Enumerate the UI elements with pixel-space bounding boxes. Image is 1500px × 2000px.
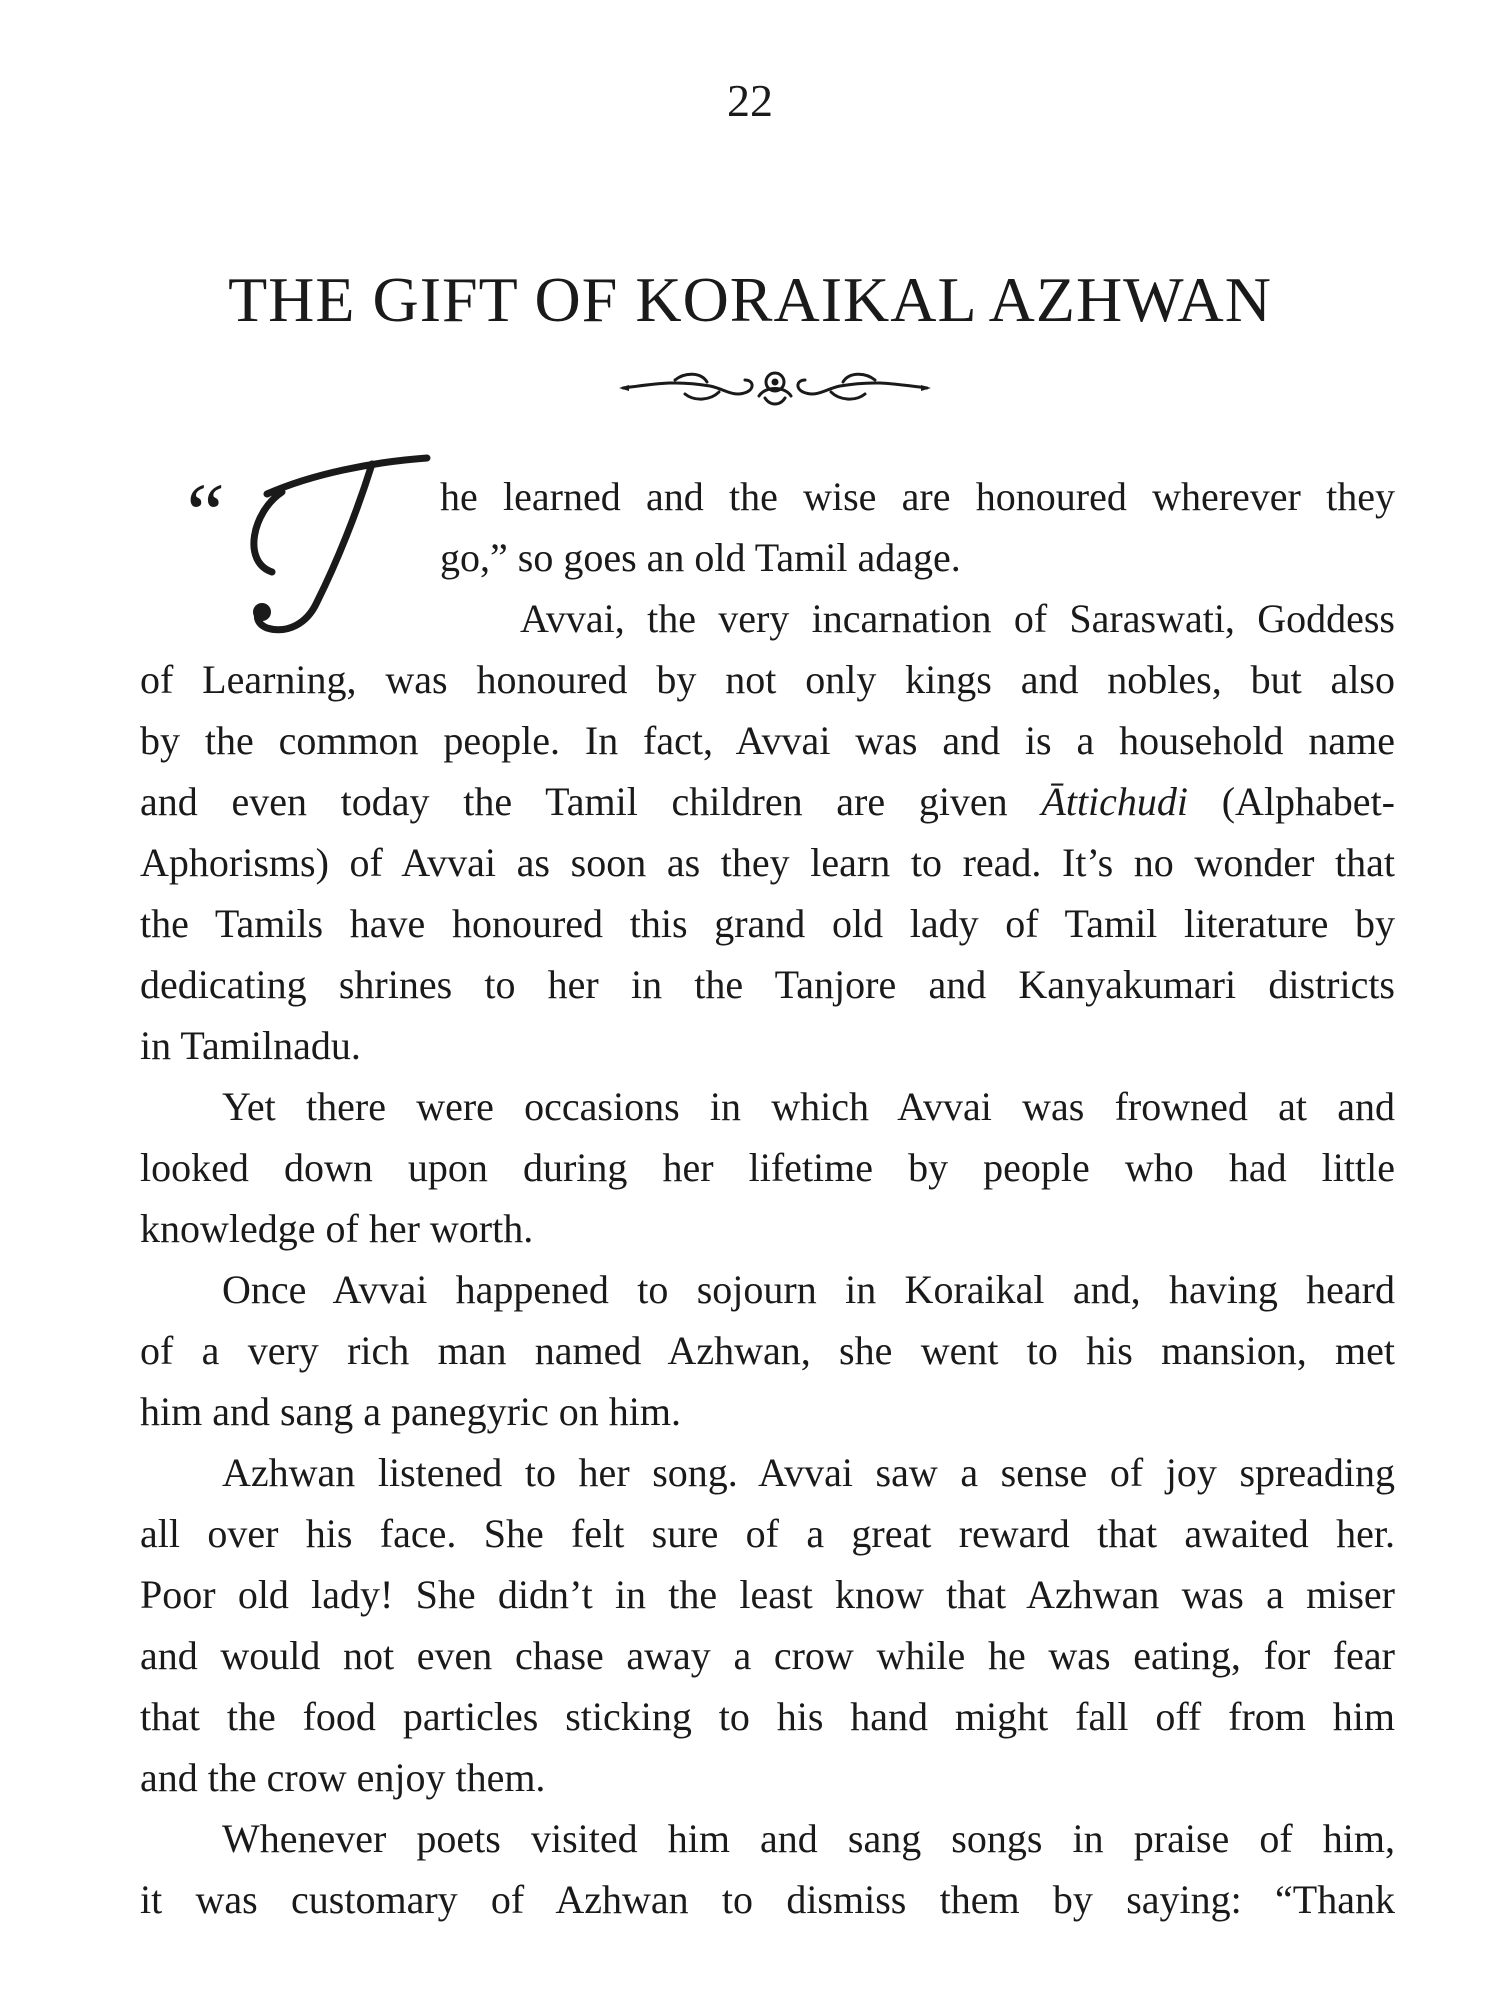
text-line: in Tamilnadu. <box>140 1023 361 1068</box>
text-line: looked down upon during her lifetime by people who had little <box>140 1145 1395 1190</box>
text-line: Whenever poets visited him and sang songs in praise of him, <box>222 1816 1395 1861</box>
text-line: by the common people. In fact, Avvai was and is a household name <box>140 718 1395 763</box>
text-line: go,” so goes an old Tamil adage. <box>440 535 961 580</box>
text-line: Azhwan listened to her song. Avvai saw a sense of joy spreading <box>222 1450 1395 1495</box>
text-line-part: (Alphabet- <box>1188 779 1395 824</box>
text-line: he learned and the wise are honoured wherever they <box>440 474 1395 519</box>
text-line: Once Avvai happened to sojourn in Koraikal and, having heard <box>222 1267 1395 1312</box>
text-line: Avvai, the very incarnation of Saraswati, Goddess <box>520 596 1395 641</box>
text-line: knowledge of her worth. <box>140 1206 534 1251</box>
text-line: Yet there were occasions in which Avvai was frowned at and <box>222 1084 1395 1129</box>
text-line-part: and even today the Tamil children are given <box>140 779 1042 824</box>
page-number: 22 <box>727 75 773 126</box>
attichudi-italic-title: Āttichudi <box>1041 779 1189 824</box>
opening-quote-mark: “ <box>178 465 226 561</box>
text-line: it was customary of Azhwan to dismiss them by saying: “Thank <box>140 1877 1395 1922</box>
text-line: Poor old lady! She didn’t in the least know that Azhwan was a miser <box>140 1572 1395 1617</box>
text-line: the Tamils have honoured this grand old lady of Tamil literature by <box>140 901 1395 946</box>
text-line: and would not even chase away a crow while he was eating, for fear <box>140 1633 1395 1678</box>
text-line: and the crow enjoy them. <box>140 1755 546 1800</box>
chapter-body-text <box>140 466 1395 1930</box>
text-line: all over his face. She felt sure of a great reward that awaited her. <box>140 1511 1395 1556</box>
text-line: of a very rich man named Azhwan, she went to his mansion, met <box>140 1328 1395 1373</box>
text-line: dedicating shrines to her in the Tanjore and Kanyakumari districts <box>140 962 1395 1007</box>
chapter-title: THE GIFT OF KORAIKAL AZHWAN <box>228 264 1272 335</box>
text-line: that the food particles sticking to his hand might fall off from him <box>140 1694 1395 1739</box>
text-line: him and sang a panegyric on him. <box>140 1389 681 1434</box>
text-line: Aphorisms) of Avvai as soon as they learn to read. It’s no wonder that <box>140 840 1395 885</box>
flourish-ornament-icon <box>615 362 935 412</box>
text-line: of Learning, was honoured by not only kings and nobles, but also <box>140 657 1395 702</box>
text-line <box>140 771 1395 832</box>
